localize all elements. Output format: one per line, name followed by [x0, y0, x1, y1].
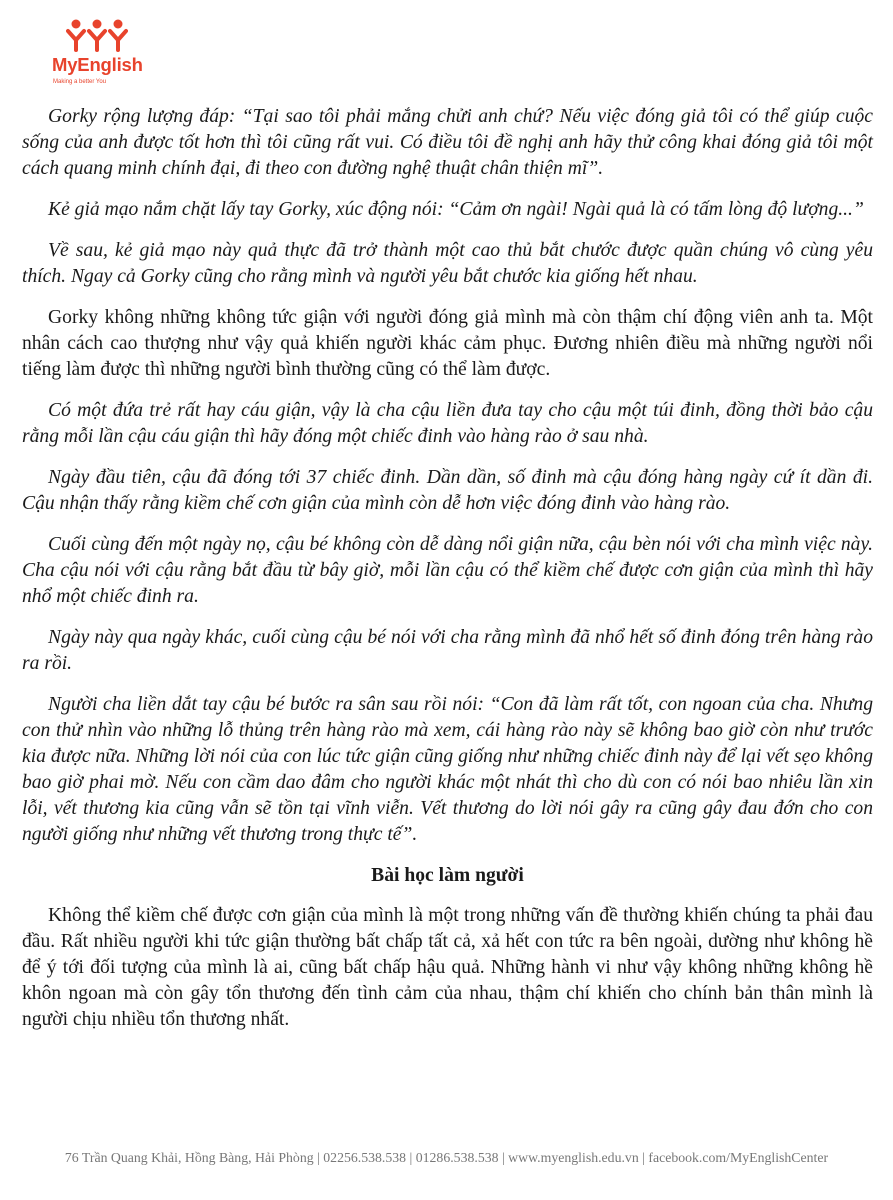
footer-contact: 76 Trần Quang Khải, Hồng Bàng, Hải Phòng | 02256.538.538 | 01286.538.538 | www.myenglish.edu.vn | facebook.com/MyEnglishCenter — [64, 1150, 829, 1165]
article-body — [22, 104, 873, 1048]
paragraph-6: Ngày đầu tiên, cậu đã đóng tới 37 chiếc đinh. Dần dần, số đinh mà cậu đóng hàng ngày cứ ít dần đi. Cậu nhận thấy rằng kiềm chế cơn giận của mình còn dễ hơn việc đóng đinh vào hàng rào. — [22, 467, 873, 514]
paragraph-1: Gorky rộng lượng đáp: “Tại sao tôi phải mắng chửi anh chứ? Nếu việc đóng giả tôi có thể giúp cuộc sống của anh được tốt hơn thì tôi cũng rất vui. Có điều tôi đề nghị anh hãy thử công khai đóng giả tôi một cách quang minh chính đại, đi theo con đường nghệ thuật chân thiện mĩ”. — [22, 106, 873, 179]
brand-tagline: Making a better You — [53, 79, 107, 85]
lesson-heading: Bài học làm người — [371, 865, 524, 886]
paragraph-4: Gorky không những không tức giận với người đóng giả mình mà còn thậm chí động viên anh ta. Một nhân cách cao thượng như vậy quả khiến người khác cảm phục. Đương nhiên điều mà những người nổi tiếng làm được thì những người bình thường cũng có thể làm được. — [22, 307, 873, 380]
brand-logo — [52, 18, 162, 88]
paragraph-7: Cuối cùng đến một ngày nọ, cậu bé không còn dễ dàng nổi giận nữa, cậu bèn nói với cha mình việc này. Cha cậu nói với cậu rằng bắt đầu từ bây giờ, mỗi lần cậu có thể kiềm chế được cơn giận của mình thì hãy nhổ một chiếc đinh ra. — [22, 534, 873, 607]
paragraph-2: Kẻ giả mạo nắm chặt lấy tay Gorky, xúc động nói: “Cảm ơn ngài! Ngài quả là có tấm lòng độ lượng...” — [48, 199, 864, 220]
paragraph-5: Có một đứa trẻ rất hay cáu giận, vậy là cha cậu liền đưa tay cho cậu một túi đinh, đồng thời bảo cậu rằng mỗi lần cậu cáu giận thì hãy đóng một chiếc đinh vào hàng rào ở sau nhà. — [22, 400, 873, 447]
paragraph-9: Người cha liền dắt tay cậu bé bước ra sân sau rồi nói: “Con đã làm rất tốt, con ngoan của cha. Nhưng con thử nhìn vào những lỗ thủng trên hàng rào mà xem, cái hàng rào này sẽ không bao giờ còn như trước kia được nữa. Những lời nói của con lúc tức giận cũng giống như những chiếc đinh này để lại vết sẹo không bao giờ phai mờ. Nếu con cầm dao đâm cho người khác một nhát thì cho dù con có nói bao nhiêu lần xin lỗi, vết thương kia cũng vẫn sẽ tồn tại vĩnh viễn. Vết thương do lời nói gây ra cũng gây đau đớn cho con người giống như những vết thương trong thực tế”. — [22, 694, 873, 845]
people-logo-icon — [66, 18, 128, 52]
lesson-paragraph: Không thể kiềm chế được cơn giận của mình là một trong những vấn đề thường khiến chúng ta phải đau đầu. Rất nhiều người khi tức giận thường bất chấp tất cả, xả hết con tức ra bên ngoài, dường như không hề để ý tới đối tượng của mình là ai, cũng bất chấp hậu quả. Những hành vi như vậy không những không hề khôn ngoan mà còn gây tổn thương đến tình cảm của nhau, thậm chí khiến cho chính bản thân mình là người chịu nhiều tổn thương nhất. — [22, 905, 873, 1030]
paragraph-8: Ngày này qua ngày khác, cuối cùng cậu bé nói với cha rằng mình đã nhổ hết số đinh đóng trên hàng rào ra rồi. — [22, 627, 873, 674]
paragraph-3: Về sau, kẻ giả mạo này quả thực đã trở thành một cao thủ bắt chước được quần chúng vô cùng yêu thích. Ngay cả Gorky cũng cho rằng mình và người yêu bắt chước kia giống hết nhau. — [22, 240, 873, 287]
brand-name: MyEnglish — [52, 54, 143, 75]
